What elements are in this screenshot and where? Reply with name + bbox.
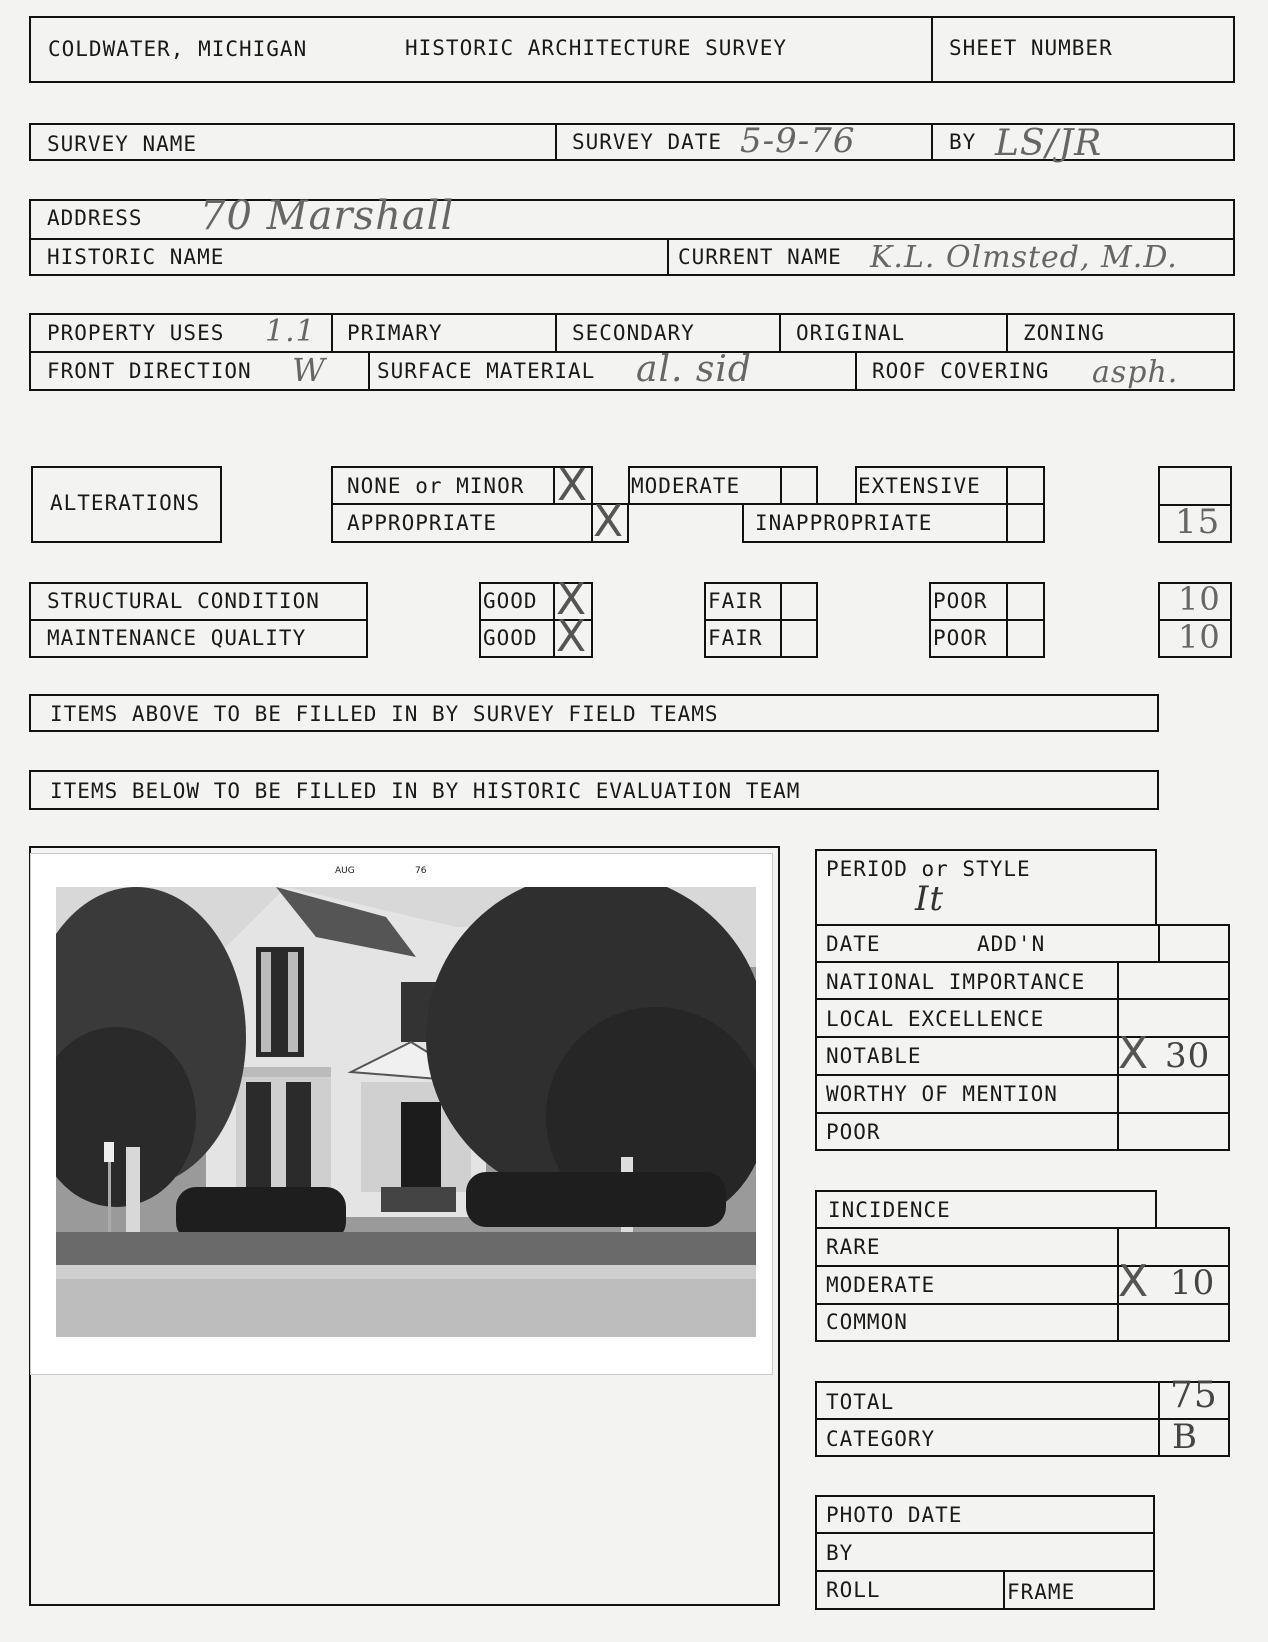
rare-label: RARE bbox=[826, 1235, 881, 1259]
current-name-label: CURRENT NAME bbox=[678, 245, 842, 269]
property-divider bbox=[29, 351, 1235, 353]
notable-label: NOTABLE bbox=[826, 1044, 922, 1068]
good-check-divider bbox=[553, 582, 555, 658]
incidence-score: 10 bbox=[1170, 1263, 1216, 1303]
photo-stamp-month: AUG bbox=[335, 866, 355, 876]
header-divider bbox=[931, 16, 933, 83]
fair-check-divider bbox=[780, 582, 782, 658]
by-value: LS/JR bbox=[995, 123, 1103, 164]
pd-1 bbox=[331, 313, 333, 351]
date-label: DATE bbox=[826, 932, 881, 956]
moderate-incidence-label: MODERATE bbox=[826, 1273, 936, 1297]
roof-covering-label: ROOF COVERING bbox=[872, 359, 1050, 383]
poor-label-1: POOR bbox=[933, 589, 988, 613]
alterations-score: 15 bbox=[1175, 502, 1221, 542]
good-label-2: GOOD bbox=[483, 626, 538, 650]
primary-label: PRIMARY bbox=[347, 321, 443, 345]
addn-label: ADD'N bbox=[977, 932, 1046, 956]
survey-date-value: 5-9-76 bbox=[740, 121, 856, 161]
condition-divider bbox=[29, 619, 368, 621]
totals-divider bbox=[815, 1418, 1230, 1420]
total-label: TOTAL bbox=[826, 1390, 895, 1414]
extensive-check-divider bbox=[1006, 466, 1008, 505]
inappropriate-label: INAPPROPRIATE bbox=[755, 511, 933, 535]
national-importance-label: NATIONAL IMPORTANCE bbox=[826, 970, 1086, 994]
front-direction-label: FRONT DIRECTION bbox=[47, 359, 252, 383]
moderate-incidence-mark: X bbox=[1118, 1256, 1149, 1307]
inappropriate-check-divider bbox=[1006, 503, 1008, 543]
none-minor-label: NONE or MINOR bbox=[347, 474, 525, 498]
category-value: B bbox=[1172, 1417, 1198, 1457]
eval-hl-1 bbox=[815, 961, 1230, 963]
local-excellence-label: LOCAL EXCELLENCE bbox=[826, 1007, 1045, 1031]
city-label: COLDWATER, MICHIGAN bbox=[48, 37, 308, 61]
current-name-divider bbox=[667, 238, 669, 276]
surface-material-label: SURFACE MATERIAL bbox=[377, 359, 596, 383]
good-mark-1: X bbox=[556, 574, 587, 625]
totals-vl bbox=[1158, 1381, 1160, 1457]
frame-label: FRAME bbox=[1007, 1580, 1076, 1604]
eval-hl-2 bbox=[815, 998, 1230, 1000]
notable-score: 30 bbox=[1165, 1036, 1211, 1076]
maintenance-score: 10 bbox=[1178, 618, 1221, 656]
address-value: 70 Marshall bbox=[200, 193, 455, 239]
photo-info-hl-2 bbox=[815, 1570, 1155, 1572]
fair-label-2: FAIR bbox=[708, 626, 763, 650]
photo-info-hl-1 bbox=[815, 1532, 1155, 1534]
secondary-label: SECONDARY bbox=[572, 321, 695, 345]
photo-stamp-year: 76 bbox=[415, 866, 427, 876]
survey-name-label: SURVEY NAME bbox=[47, 132, 198, 156]
structural-score: 10 bbox=[1178, 580, 1221, 618]
category-label: CATEGORY bbox=[826, 1427, 936, 1451]
worthy-of-mention-label: WORTHY OF MENTION bbox=[826, 1082, 1058, 1106]
pd-3 bbox=[779, 313, 781, 351]
good-mark-2: X bbox=[556, 611, 587, 662]
historic-name-label: HISTORIC NAME bbox=[47, 245, 225, 269]
none-minor-mark: X bbox=[557, 460, 588, 511]
surface-material-value: al. sid bbox=[636, 349, 752, 390]
moderate-label: MODERATE bbox=[631, 474, 741, 498]
structural-condition-label: STRUCTURAL CONDITION bbox=[47, 589, 320, 613]
roof-covering-value: asph. bbox=[1092, 355, 1179, 390]
total-value: 75 bbox=[1170, 1375, 1218, 1416]
photo-date-label: PHOTO DATE bbox=[826, 1503, 963, 1527]
extensive-label: EXTENSIVE bbox=[858, 474, 981, 498]
poor-divider bbox=[929, 619, 1045, 621]
appropriate-mark: X bbox=[593, 496, 624, 547]
poor-check-divider bbox=[1006, 582, 1008, 658]
eval-vl-2 bbox=[1158, 924, 1160, 961]
address-label: ADDRESS bbox=[47, 206, 143, 230]
sheet-number-label: SHEET NUMBER bbox=[949, 36, 1113, 60]
common-label: COMMON bbox=[826, 1310, 908, 1334]
inc-hl-1 bbox=[815, 1265, 1230, 1267]
field-team-note: ITEMS ABOVE TO BE FILLED IN BY SURVEY FIELD TEAMS bbox=[50, 702, 719, 726]
house-photo-image bbox=[56, 887, 756, 1337]
period-style-label: PERIOD or STYLE bbox=[826, 857, 1031, 881]
survey-title: HISTORIC ARCHITECTURE SURVEY bbox=[405, 36, 788, 60]
pd-4 bbox=[1006, 313, 1008, 351]
pd-6 bbox=[855, 351, 857, 391]
pd-5 bbox=[368, 351, 370, 391]
front-direction-value: W bbox=[292, 351, 326, 389]
property-uses-value: 1.1 bbox=[265, 314, 316, 349]
survey-divider-1 bbox=[555, 123, 557, 161]
moderate-check-divider bbox=[780, 466, 782, 505]
original-label: ORIGINAL bbox=[796, 321, 906, 345]
building-photo bbox=[30, 853, 773, 1375]
survey-divider-2 bbox=[931, 123, 933, 161]
incidence-label: INCIDENCE bbox=[828, 1198, 951, 1222]
roll-label: ROLL bbox=[826, 1578, 881, 1602]
poor-rating-label: POOR bbox=[826, 1120, 881, 1144]
eval-hl-5 bbox=[815, 1112, 1230, 1114]
pd-2 bbox=[555, 313, 557, 351]
notable-mark: X bbox=[1118, 1028, 1149, 1079]
alterations-label: ALTERATIONS bbox=[50, 491, 201, 515]
period-style-value: It bbox=[915, 879, 945, 919]
none-minor-check-divider bbox=[553, 466, 555, 505]
survey-date-label: SURVEY DATE bbox=[572, 130, 723, 154]
fair-divider bbox=[704, 619, 818, 621]
good-label-1: GOOD bbox=[483, 589, 538, 613]
appropriate-label: APPROPRIATE bbox=[347, 511, 498, 535]
photo-by-label: BY bbox=[826, 1541, 854, 1565]
evaluation-team-note: ITEMS BELOW TO BE FILLED IN BY HISTORIC EVALUATION TEAM bbox=[50, 779, 801, 803]
property-uses-label: PROPERTY USES bbox=[47, 321, 225, 345]
by-label: BY bbox=[949, 130, 977, 154]
current-name-value: K.L. Olmsted, M.D. bbox=[870, 240, 1178, 275]
inc-hl-2 bbox=[815, 1303, 1230, 1305]
photo-info-vl bbox=[1003, 1570, 1005, 1610]
fair-label-1: FAIR bbox=[708, 589, 763, 613]
poor-label-2: POOR bbox=[933, 626, 988, 650]
zoning-label: ZONING bbox=[1023, 321, 1105, 345]
maintenance-quality-label: MAINTENANCE QUALITY bbox=[47, 626, 307, 650]
